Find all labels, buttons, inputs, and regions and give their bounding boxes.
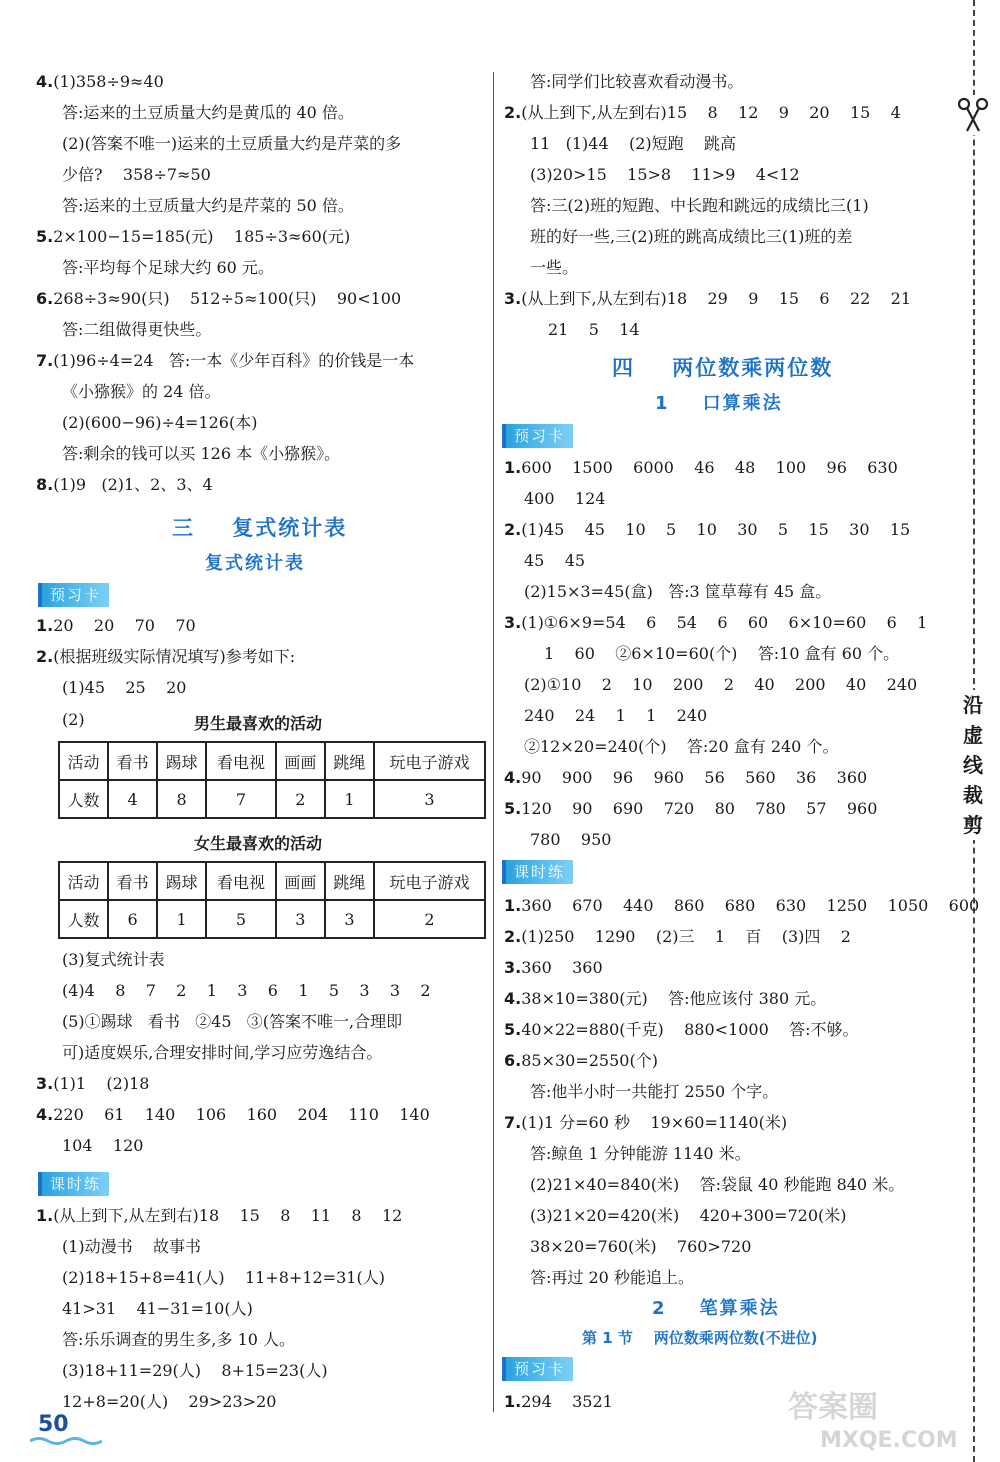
badge-yuxi-right: 预习卡	[502, 424, 573, 448]
answer-text: 40×22=880(千克) 880<1000 答:不够。	[521, 1020, 859, 1039]
table-cell: 7	[206, 780, 276, 818]
answer-text: (1)250 1290 (2)三 1 百 (3)四 2	[521, 927, 851, 946]
question-number: 5.	[504, 799, 522, 818]
table-cell: 1	[157, 900, 206, 938]
answer-line	[62, 103, 354, 123]
answer-text: 294 3521	[521, 1392, 613, 1411]
answer-line	[530, 227, 852, 247]
table-header-row	[59, 862, 485, 900]
badge-yuxi-left: 预习卡	[38, 583, 109, 607]
answer-line	[530, 1237, 751, 1257]
answer-text: 360 360	[521, 958, 603, 977]
answer-line	[530, 258, 578, 278]
answer-text: 答:鲸鱼 1 分钟能游 1140 米。	[530, 1144, 751, 1163]
table-cell: 4	[108, 780, 157, 818]
section-title-4: 四 两位数乘两位数	[612, 356, 834, 380]
cut-label-char: 裁	[963, 783, 983, 807]
answer-line	[504, 1051, 658, 1071]
answer-text: (1)358÷9≈40	[53, 72, 164, 91]
table-cell: 2	[374, 900, 485, 938]
answer-line	[548, 320, 640, 340]
answer-line	[504, 1020, 859, 1040]
answer-text: 答:运来的土豆质量大约是芹菜的 50 倍。	[62, 196, 354, 215]
answer-line	[36, 647, 295, 667]
table-header-row	[59, 742, 485, 780]
answer-line	[36, 1074, 149, 1094]
table-cell: 踢球	[157, 742, 206, 780]
table-cell: 画画	[276, 862, 325, 900]
answer-text: 120 90 690 720 80 780 57 960	[521, 799, 878, 818]
answer-text: 《小猕猴》的 24 倍。	[62, 382, 221, 401]
question-number: 3.	[504, 613, 522, 632]
answer-line	[504, 613, 927, 633]
answer-line	[62, 1361, 328, 1381]
answer-text: 21 5 14	[548, 320, 640, 339]
svg-text:答案圈: 答案圈	[788, 1390, 878, 1425]
cut-label-char: 线	[963, 753, 983, 777]
answer-text: 38×10=380(元) 答:他应该付 380 元。	[521, 989, 827, 1008]
answer-text: 20 20 70 70	[53, 616, 196, 635]
answer-text: 一些。	[530, 258, 579, 277]
answer-text: 90 900 96 960 56 560 36 360	[521, 768, 868, 787]
answer-text: (从上到下,从左到右)15 8 12 9 20 15 4	[521, 103, 901, 122]
answer-line	[62, 981, 431, 1001]
answer-text: 38×20=760(米) 760>720	[530, 1237, 752, 1256]
answer-text: (2)(600−96)÷4=126(本)	[62, 413, 258, 432]
cut-label-char: 沿	[963, 693, 983, 717]
table-cell: 6	[108, 900, 157, 938]
answer-line	[62, 258, 274, 278]
question-number: 5.	[504, 1020, 522, 1039]
answer-line	[504, 927, 851, 947]
question-number: 3.	[504, 958, 522, 977]
answer-text: (2)21×40=840(米) 答:袋鼠 40 秒能跑 840 米。	[530, 1175, 905, 1194]
answer-text: (2)①10 2 10 200 2 40 200 40 240	[524, 675, 918, 694]
table1-title: 男生最喜欢的活动	[194, 714, 323, 733]
answer-line	[524, 706, 707, 726]
answer-line	[62, 1268, 385, 1288]
answer-text: 答:运来的土豆质量大约是黄瓜的 40 倍。	[62, 103, 354, 122]
answer-line	[530, 196, 869, 216]
table-cell: 5	[206, 900, 276, 938]
answer-line	[530, 1144, 751, 1164]
answer-line	[504, 520, 910, 540]
question-number: 1.	[504, 1392, 522, 1411]
table-girls-activities	[58, 861, 486, 939]
watermark-logo	[780, 1385, 970, 1455]
question-number: 1.	[36, 1206, 54, 1225]
question-number: 2.	[504, 927, 522, 946]
answer-line	[524, 551, 585, 571]
answer-text: (1)1 (2)18	[53, 1074, 150, 1093]
table-row	[59, 780, 485, 818]
answer-text: 少倍? 358÷7≈50	[62, 165, 211, 184]
answer-text: (2)18+15+8=41(人) 11+8+12=31(人)	[62, 1268, 385, 1287]
answer-line	[62, 196, 354, 216]
question-number: 6.	[36, 289, 54, 308]
answer-line	[36, 351, 414, 371]
table-boys-activities	[58, 741, 486, 819]
table-cell: 看电视	[206, 742, 276, 780]
answer-text: (3)20>15 15>8 11>9 4<12	[530, 165, 800, 184]
answer-line	[530, 1268, 694, 1288]
cut-label-char: 剪	[963, 813, 983, 837]
question-number: 4.	[504, 768, 522, 787]
question-number: 7.	[36, 351, 54, 370]
page-number: 50	[38, 1412, 69, 1437]
answer-line	[62, 134, 401, 154]
answer-line	[530, 830, 611, 850]
answer-line	[504, 1113, 787, 1133]
question-number: 1.	[36, 616, 54, 635]
answer-line	[36, 289, 401, 309]
answer-line	[62, 950, 165, 970]
answer-line	[504, 989, 826, 1009]
answer-line	[62, 1330, 295, 1350]
answer-text: 答:平均每个足球大约 60 元。	[62, 258, 274, 277]
question-number: 2.	[504, 103, 522, 122]
answer-text: (2)15×3=45(盒) 答:3 筐草莓有 45 盒。	[524, 582, 832, 601]
answer-text: (3)复式统计表	[62, 950, 165, 969]
answer-text: (1)96÷4=24 答:一本《少年百科》的价钱是一本	[53, 351, 415, 370]
subsection-title-written: 2 笔算乘法	[652, 1298, 780, 1319]
answer-text: 11 (1)44 (2)短跑 跳高	[530, 134, 736, 153]
answer-text: 12+8=20(人) 29>23>20	[62, 1392, 277, 1411]
table2-title: 女生最喜欢的活动	[194, 834, 323, 853]
answer-line	[530, 165, 800, 185]
answer-line	[36, 227, 350, 247]
page-number-wave-icon	[30, 1436, 102, 1446]
answer-text: 104 120	[62, 1136, 144, 1155]
answer-text: (1)45 45 10 5 10 30 5 15 30 15	[521, 520, 911, 539]
badge-yuxi-right-2: 预习卡	[502, 1357, 573, 1381]
badge-keshi-left: 课时练	[38, 1172, 109, 1196]
answer-line	[62, 320, 211, 340]
answer-line	[62, 165, 211, 185]
answer-line	[62, 1012, 402, 1032]
table-cell: 跳绳	[325, 742, 374, 780]
table-cell: 1	[325, 780, 374, 818]
answer-line	[36, 1206, 402, 1226]
table-cell: 跳绳	[325, 862, 374, 900]
answer-text: (1)1 分=60 秒 19×60=1140(米)	[521, 1113, 788, 1132]
answer-text: 41>31 41−31=10(人)	[62, 1299, 253, 1318]
answer-line	[36, 1105, 430, 1125]
table-cell: 玩电子游戏	[374, 862, 485, 900]
table-cell: 2	[276, 780, 325, 818]
answer-line	[36, 616, 196, 636]
answer-line	[62, 1043, 382, 1063]
answer-line	[530, 1082, 778, 1102]
answer-line	[36, 72, 164, 92]
section-title-3: 三 复式统计表	[172, 516, 348, 540]
answer-line	[62, 678, 186, 698]
answer-text: (3)18+11=29(人) 8+15=23(人)	[62, 1361, 328, 1380]
answer-line	[62, 444, 340, 464]
answer-text: (从上到下,从左到右)18 29 9 15 6 22 21	[521, 289, 912, 308]
answer-text: (5)①踢球 看书 ②45 ③(答案不唯一,合理即	[62, 1012, 403, 1031]
question-number: 7.	[504, 1113, 522, 1132]
answer-text: 360 670 440 860 680 630 1250 1050 600	[521, 896, 980, 915]
table-cell: 3	[276, 900, 325, 938]
answer-text: (1)动漫书 故事书	[62, 1237, 202, 1256]
answer-text: (1)9 (2)1、2、3、4	[53, 475, 213, 494]
question-number: 6.	[504, 1051, 522, 1070]
answer-line	[504, 768, 867, 788]
answer-text: 答:剩余的钱可以买 126 本《小猕猴》。	[62, 444, 341, 463]
answer-text: (根据班级实际情况填写)参考如下:	[53, 647, 296, 666]
badge-keshi-right: 课时练	[502, 860, 573, 884]
table-cell: 踢球	[157, 862, 206, 900]
table-cell: 人数	[59, 780, 108, 818]
answer-text: 600 1500 6000 46 48 100 96 630	[521, 458, 898, 477]
question-number: 5.	[36, 227, 54, 246]
table-cell: 看书	[108, 742, 157, 780]
answer-text: (3)21×20=420(米) 420+300=720(米)	[530, 1206, 847, 1225]
answer-line	[62, 382, 221, 402]
table-cell: 画画	[276, 742, 325, 780]
question-number: 3.	[504, 289, 522, 308]
answer-line	[504, 1392, 613, 1412]
answer-line	[524, 489, 605, 509]
subsection-title-oral: 1 口算乘法	[655, 393, 783, 414]
answer-text: 可)适度娱乐,合理安排时间,学习应劳逸结合。	[62, 1043, 383, 1062]
table-cell: 3	[325, 900, 374, 938]
table-row	[59, 900, 485, 938]
table-cell: 3	[374, 780, 485, 818]
answer-line	[504, 289, 911, 309]
answer-line	[62, 1237, 201, 1257]
answer-text: 1 60 ②6×10=60(个) 答:10 盒有 60 个。	[544, 644, 900, 663]
answer-text: 780 950	[530, 830, 612, 849]
answer-text: (4)4 8 7 2 1 3 6 1 5 3 3 2	[62, 981, 431, 1000]
question-number: 1.	[504, 458, 522, 477]
answer-text: 答:再过 20 秒能追上。	[530, 1268, 694, 1287]
answer-line	[524, 737, 838, 757]
table-cell: 活动	[59, 862, 108, 900]
svg-text:MXQE.COM: MXQE.COM	[820, 1428, 958, 1453]
answer-text: 85×30=2550(个)	[521, 1051, 658, 1070]
answer-line	[504, 103, 901, 123]
answer-text: 400 124	[524, 489, 606, 508]
answer-text: 班的好一些,三(2)班的跳高成绩比三(1)班的差	[530, 227, 853, 246]
answer-text: 答:乐乐调查的男生多,多 10 人。	[62, 1330, 296, 1349]
question-number: 3.	[36, 1074, 54, 1093]
table-cell: 人数	[59, 900, 108, 938]
answer-text: 240 24 1 1 240	[524, 706, 708, 725]
answer-line	[504, 799, 877, 819]
answer-text: (2)(答案不唯一)运来的土豆质量大约是芹菜的多	[62, 134, 402, 153]
answer-text: (1)45 25 20	[62, 678, 187, 697]
answer-line	[504, 958, 603, 978]
question-number: 4.	[504, 989, 522, 1008]
table-cell: 看书	[108, 862, 157, 900]
answer-line	[62, 1136, 143, 1156]
answer-line	[36, 475, 213, 495]
answer-line	[530, 134, 736, 154]
answer-line	[530, 72, 743, 92]
answer-text: 答:他半小时一共能打 2550 个字。	[530, 1082, 779, 1101]
table-cell: 玩电子游戏	[374, 742, 485, 780]
question-number: 4.	[36, 1105, 54, 1124]
answer-line	[62, 1299, 253, 1319]
answer-text: 答:同学们比较喜欢看动漫书。	[530, 72, 744, 91]
question-number: 8.	[36, 475, 54, 494]
answer-line	[504, 458, 898, 478]
answer-line	[62, 1392, 276, 1412]
answer-text: 220 61 140 106 160 204 110 140	[53, 1105, 430, 1124]
answer-line	[544, 644, 899, 664]
answer-line	[504, 896, 979, 916]
answer-text: (2)	[62, 710, 85, 729]
question-number: 4.	[36, 72, 54, 91]
answer-text: 268÷3≈90(只) 512÷5≈100(只) 90<100	[53, 289, 402, 308]
answer-text: 答:三(2)班的短跑、中长跑和跳远的成绩比三(1)	[530, 196, 869, 215]
answer-text: (从上到下,从左到右)18 15 8 11 8 12	[53, 1206, 403, 1225]
question-number: 1.	[504, 896, 522, 915]
answer-text: 答:二组做得更快些。	[62, 320, 212, 339]
column-divider	[493, 72, 494, 1412]
cut-label-char: 虚	[963, 723, 983, 747]
answer-line	[530, 1206, 846, 1226]
cut-along-dotted-line-label	[956, 690, 990, 840]
answer-text: ②12×20=240(个) 答:20 盒有 240 个。	[524, 737, 839, 756]
answer-text: (1)①6×9=54 6 54 6 60 6×10=60 6 1	[521, 613, 928, 632]
scissors-icon	[955, 95, 991, 135]
answer-line	[62, 710, 85, 730]
table-cell: 看电视	[206, 862, 276, 900]
table-cell: 8	[157, 780, 206, 818]
lesson-title: 第 1 节 两位数乘两位数(不进位)	[582, 1329, 818, 1347]
answer-line	[524, 582, 831, 602]
answer-text: 2×100−15=185(元) 185÷3≈60(元)	[53, 227, 351, 246]
question-number: 2.	[504, 520, 522, 539]
answer-line	[524, 675, 917, 695]
answer-text: 45 45	[524, 551, 586, 570]
section-subtitle-3: 复式统计表	[205, 553, 305, 574]
question-number: 2.	[36, 647, 54, 666]
answer-line	[530, 1175, 904, 1195]
table-cell: 活动	[59, 742, 108, 780]
answer-line	[62, 413, 257, 433]
